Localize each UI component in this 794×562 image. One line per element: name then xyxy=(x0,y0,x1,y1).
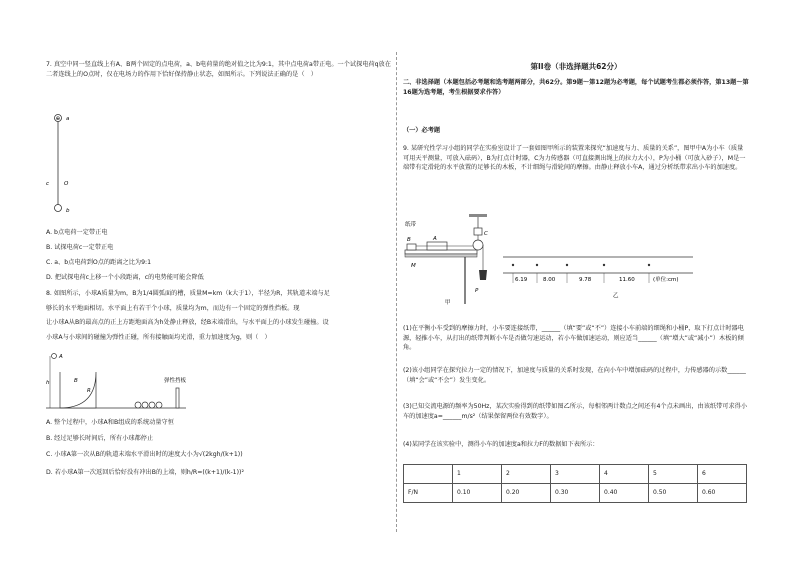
q8-stem-line-3: 让小球A从B的最高点的正上方距地面高为h处静止释放，经B末端滑出，与水平面上的小球发生碰撞。设 xyxy=(46,319,329,327)
table-cell: F/N xyxy=(404,484,453,503)
q8-stem-line-4: 小球A与小球间的碰撞为弹性正碰，所有接触面均光滑，重力加速度为g，则（ ） xyxy=(46,333,271,341)
table-cell: 0.10 xyxy=(453,484,502,503)
q8-option-a: A. 整个过程中，小球A和B组成的系统动量守恒 xyxy=(46,419,174,426)
q7-option-c: C. a、b点电荷到O点的距离之比为9:1 xyxy=(46,259,152,266)
q9-sub2: (2)该小组同学在探究拉力一定的情况下，加速度与质量的关系时发现，在向小车中增加砝码的过程中，力传感器的示数______（填“会”或“不会”）发生变化。 xyxy=(403,367,746,384)
table-cell: 0.60 xyxy=(698,484,747,503)
q8-stem-line-1: 8. 如图所示，小球A质量为m，B为1/4圆弧面的槽，质量M=km（k大于1），半径为R，其轨道末端与足 xyxy=(46,290,330,297)
jia-label-C: C xyxy=(484,231,488,237)
q7-label-O: O xyxy=(64,181,69,187)
jia-label-tape: 纸带 xyxy=(405,222,417,228)
board-M xyxy=(405,250,477,254)
sensor-C xyxy=(474,228,482,235)
table-cell: 0.20 xyxy=(502,484,551,503)
q9-stem: 9. 某研究性学习小组的同学在实验室设计了一套如图甲所示的装置来探究“加速度与力、质量的关系”，图甲中A为小车（质量可用天平测量，可放入砝码），B为打点计时器，C为力传感器（可直接测出绳上的拉力大小），P为小桶（可放入砂子），M是一端带有定滑轮的水平放置的足够长的木板，不计细绳与滑轮间的摩擦。由静止释放小车A，通过分析纸带求出小车的加速度。 xyxy=(403,145,746,172)
table-cell: 3 xyxy=(551,465,600,484)
q8-option-b: B. 经过足够长时间后，所有小球都停止 xyxy=(46,435,154,442)
q7-label-c: c xyxy=(46,181,50,187)
table-cell: 1 xyxy=(453,465,502,484)
q7-option-b: B. 试探电荷c一定带正电 xyxy=(46,244,114,251)
pulley xyxy=(473,240,483,250)
q8-label-R: R xyxy=(87,388,91,394)
q8-stem-line-2: 够长的水平地面相切。水平面上有若干个小球，质量均为m，而边有一个固定的弹性挡板。现 xyxy=(46,304,300,312)
q8-stem xyxy=(46,289,391,342)
data-table xyxy=(403,464,747,503)
q8-label-baffle: 弹性挡板 xyxy=(164,378,187,384)
must-title: （一）必考题 xyxy=(403,127,441,134)
q7-stem: 7. 真空中同一竖直线上有A、B两个固定的点电荷，a、b电荷量的绝对值之比为9:1，其中点电荷a带正电。一个试探电荷q放在二者连线上的O点时，仅在电场力的作用下恰好保持静止状态，如图所示。下列说法正确的是（ ） xyxy=(46,61,391,78)
yi-label-figure: 乙 xyxy=(613,293,619,299)
q9-sub4: (4)某同学在该实验中，测得小车的加速度a和拉力F的数据如下表所示： xyxy=(403,441,599,448)
ball-2 xyxy=(142,402,148,408)
q8-label-h: h xyxy=(46,380,50,386)
bucket-P xyxy=(479,270,487,280)
q8-option-d: D. 若小球A第一次返回后恰好没有冲出B的上端，则h/R=((k+1)/(k-1))² xyxy=(46,469,244,476)
table-cell: 0.30 xyxy=(551,484,600,503)
q7-option-d: D. 把试探电荷c上移一个小段距离，c的电势能可能会降低 xyxy=(46,274,204,281)
table-cell: 0.50 xyxy=(649,484,698,503)
yi-unit: (单位:cm) xyxy=(653,277,679,283)
jia-label-A: A xyxy=(433,236,437,242)
table-cell: 5 xyxy=(649,465,698,484)
table-cell: 4 xyxy=(600,465,649,484)
table-cell: 6 xyxy=(698,465,747,484)
ball-A xyxy=(52,354,57,359)
q7-label-plus: ⊕ xyxy=(55,116,61,122)
table-cell: 2 xyxy=(502,465,551,484)
part-title: 二、非选择题（本题包括必考题和选考题两部分，共62分。第9题～第12题为必考题，每个试题考生都必须作答，第13题～第16题为选考题，考生根据要求作答） xyxy=(403,79,749,96)
elastic-baffle xyxy=(176,388,179,408)
yi-value-2: 8.00 xyxy=(543,277,556,283)
charge-b xyxy=(55,205,62,212)
column-divider xyxy=(396,52,397,532)
yi-value-3: 9.78 xyxy=(579,277,592,283)
jia-label-P: P xyxy=(475,288,479,294)
q8-label-B: B xyxy=(74,378,78,384)
yi-value-4: 11.60 xyxy=(619,277,635,283)
jia-label-M: M xyxy=(411,263,416,269)
q7-label-b: b xyxy=(66,208,70,214)
q8-figure xyxy=(46,352,246,412)
jia-label-B: B xyxy=(407,237,411,243)
figure-yi xyxy=(503,247,733,317)
figure-jia xyxy=(403,212,493,307)
table-cell xyxy=(404,465,453,484)
timer-B xyxy=(407,244,416,250)
section-title: 第II卷（非选择题共62分） xyxy=(530,62,622,71)
table-header-row xyxy=(404,465,747,484)
q7-figure xyxy=(46,110,106,220)
ball-3 xyxy=(149,402,155,408)
q8-option-c: C. 小球A第一次从B的轨道末端水平滑出时的速度大小为√(2kgh/(k+1)) xyxy=(46,451,243,458)
ball-1 xyxy=(135,402,141,408)
q7-label-a: a xyxy=(66,116,70,122)
q9-sub1: (1)在平衡小车受到的摩擦力时，小车要连接纸带，______（填“要”或“不”）连接小车前端的细绳和小桶P，取下打点计时器电源，轻推小车，从打出的纸带判断小车是否做匀速运动，若小车做加速运动，则应适当______（填“增大”或“减小”）木板的倾角。 xyxy=(403,325,744,352)
table-row xyxy=(404,484,747,503)
jia-label-figure: 甲 xyxy=(445,300,451,306)
yi-value-1: 6.19 xyxy=(515,277,528,283)
ball-4 xyxy=(156,402,162,408)
q9-sub3: (3)已知交流电源的频率为50Hz，某次实验得到的纸带如图乙所示，每相邻两计数点之间还有4个点未画出，由该纸带可求得小车的加速度a=______m/s²（结果保留两位有效数字）。 xyxy=(403,403,748,420)
table-cell: 0.40 xyxy=(600,484,649,503)
q8-label-A: A xyxy=(59,354,63,360)
q7-option-a: A. b点电荷一定带正电 xyxy=(46,229,108,236)
ceiling xyxy=(469,214,487,217)
